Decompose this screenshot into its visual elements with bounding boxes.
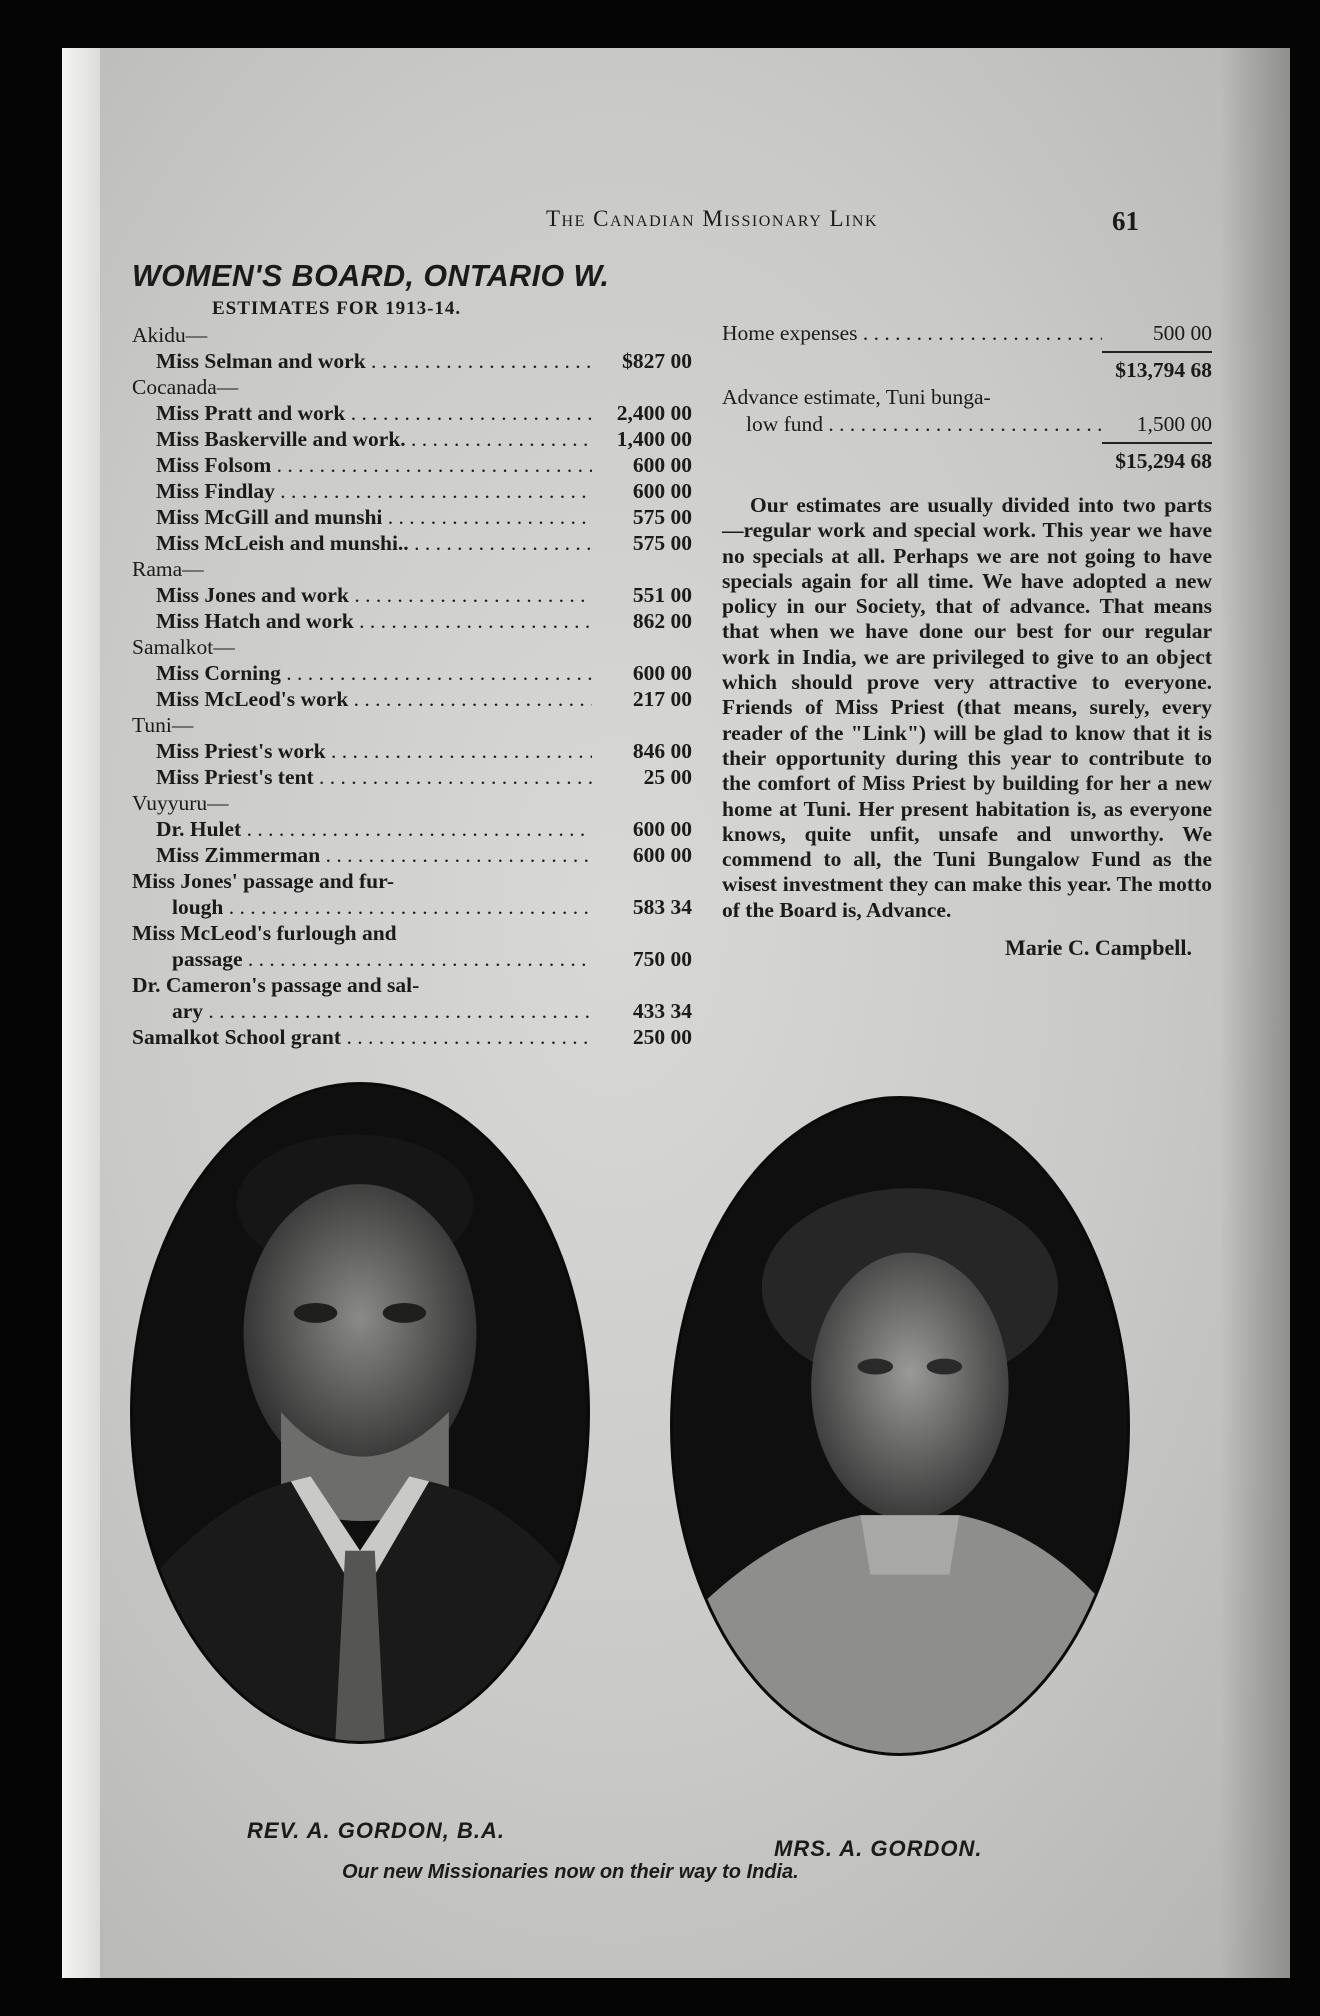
sum-rule: [1102, 351, 1212, 353]
estimate-row: [132, 608, 692, 634]
estimate-row: [132, 400, 692, 426]
estimate-label: Dr. Cameron's passage and sal-: [132, 973, 420, 997]
estimate-label: Miss Zimmerman . . .: [132, 842, 592, 868]
caption-rev-gordon: REV. A. GORDON, B.A.: [247, 1818, 505, 1843]
signature: Marie C. Campbell.: [1005, 935, 1192, 961]
estimate-row: [132, 426, 692, 452]
advance-row-1: [722, 384, 1212, 411]
magazine-page: [62, 48, 1290, 1978]
advance-label-1: Advance estimate, Tuni bunga-: [722, 385, 991, 409]
estimate-row: [132, 686, 692, 712]
estimate-label: Miss Pratt and work . . .: [132, 400, 592, 426]
estimate-label: Miss McGill and munshi . . .: [132, 504, 592, 530]
total-row: [722, 448, 1212, 475]
totals-column: [722, 320, 1212, 961]
estimate-row: [132, 348, 692, 374]
estimate-label: Miss Corning . . .: [132, 660, 592, 686]
estimate-row: [132, 738, 692, 764]
home-expenses-amount: 500 00: [1152, 321, 1212, 345]
estimate-row: [132, 582, 692, 608]
estimate-row: [132, 478, 692, 504]
estimate-amount: 1,400 00: [616, 427, 692, 451]
estimate-row: [132, 972, 692, 998]
estimate-label: Tuni—: [132, 713, 194, 737]
estimate-label: Miss Priest's tent . . .: [132, 764, 592, 790]
estimate-amount: 217 00: [632, 687, 692, 711]
subtotal-row: [722, 357, 1212, 384]
page-edge-left: [62, 48, 100, 1978]
estimate-label: Vuyyuru—: [132, 791, 229, 815]
estimate-label: Samalkot—: [132, 635, 235, 659]
estimate-amount: 575 00: [632, 505, 692, 529]
station-heading: [132, 790, 692, 816]
estimate-label: Miss McLeod's furlough and: [132, 921, 397, 945]
estimate-row: [132, 842, 692, 868]
estimate-amount: 600 00: [632, 817, 692, 841]
estimate-label: Miss McLeod's work . . .: [132, 686, 592, 712]
estimate-label: Rama—: [132, 557, 204, 581]
estimate-row: [132, 764, 692, 790]
estimate-label: Miss Jones' passage and fur-: [132, 869, 395, 893]
advance-label-2: low fund . . .: [722, 411, 1102, 438]
estimate-row: [132, 920, 692, 946]
estimate-amount: 600 00: [632, 479, 692, 503]
estimate-row: [132, 452, 692, 478]
caption-mrs-gordon: MRS. A. GORDON.: [774, 1836, 983, 1861]
estimate-label: Cocanada—: [132, 375, 239, 399]
estimate-amount: 600 00: [632, 843, 692, 867]
estimate-amount: 600 00: [632, 661, 692, 685]
estimate-amount: 433 34: [632, 999, 692, 1023]
station-heading: [132, 556, 692, 582]
estimate-amount: 551 00: [632, 583, 692, 607]
estimate-amount: 2,400 00: [616, 401, 692, 425]
estimate-row: [132, 530, 692, 556]
estimate-label: Miss Selman and work . . .: [132, 348, 592, 374]
running-head: The Canadian Missionary Link: [545, 206, 879, 231]
estimate-row: [132, 816, 692, 842]
estimate-amount: 250 00: [632, 1025, 692, 1049]
photo-footer-caption: Our new Missionaries now on their way to India.: [342, 1861, 799, 1883]
estimate-label: Samalkot School grant . . .: [132, 1024, 592, 1050]
estimate-label: Akidu—: [132, 323, 208, 347]
estimate-amount: 583 34: [632, 895, 692, 919]
estimate-label: Miss McLeish and munshi.. . . .: [132, 530, 592, 556]
estimate-label: Miss Priest's work . . .: [132, 738, 592, 764]
estimate-row: [132, 868, 692, 894]
station-heading: [132, 634, 692, 660]
man-photo: [133, 1085, 587, 1741]
estimates-list: [132, 322, 692, 1050]
estimate-row: [132, 998, 692, 1024]
home-expenses-row: [722, 320, 1212, 347]
estimate-label: lough . . .: [132, 894, 592, 920]
station-heading: [132, 712, 692, 738]
total-amount: $15,294 68: [1115, 449, 1212, 473]
estimate-amount: 846 00: [632, 739, 692, 763]
portrait-mrs-gordon: [670, 1096, 1130, 1756]
estimate-label: Miss Jones and work . . .: [132, 582, 592, 608]
estimates-paragraph: Our estimates are usually divided into two parts—regular work and special work. This year we have no specials at all. Perhaps we are not going to have specials again for all time. We have adopted a new policy in our Society, that of advance. That means that when we have done our best for our regular work in India, we are privileged to give to an object which should prove very attractive to everyone. Friends of Miss Priest (that means, surely, every reader of the "Link") will be glad to know that it is their opportunity during this year to contribute to the comfort of Miss Priest by building for her a new home at Tuni. Her present habitation is, as everyone knows, quite unfit, unsafe and unworthy. We commend to all, the Tuni Bungalow Fund as the wisest investment they can make this year. The motto of the Board is, Advance.: [722, 493, 1212, 922]
subtotal-amount: $13,794 68: [1115, 358, 1212, 382]
estimate-amount: 575 00: [632, 531, 692, 555]
estimate-amount: 600 00: [632, 453, 692, 477]
estimate-amount: 750 00: [632, 947, 692, 971]
estimate-label: Miss Baskerville and work. . . .: [132, 426, 592, 452]
estimate-row: [132, 894, 692, 920]
estimate-label: Miss Folsom . . .: [132, 452, 592, 478]
sum-rule: [1102, 442, 1212, 444]
estimate-label: passage . . .: [132, 946, 592, 972]
estimate-amount: $827 00: [622, 349, 692, 373]
estimate-amount: 25 00: [643, 765, 692, 789]
portrait-rev-gordon: [130, 1082, 590, 1744]
estimate-row: [132, 504, 692, 530]
station-heading: [132, 374, 692, 400]
station-heading: [132, 322, 692, 348]
board-title: WOMEN'S BOARD, ONTARIO W.: [132, 258, 610, 293]
page-edge-right: [1220, 48, 1290, 1978]
home-expenses-label: Home expenses . . .: [722, 320, 1102, 347]
estimate-label: Miss Findlay . . .: [132, 478, 592, 504]
woman-photo: [673, 1099, 1127, 1753]
estimate-row: [132, 660, 692, 686]
advance-amount: 1,500 00: [1136, 412, 1212, 436]
estimate-row: [132, 946, 692, 972]
estimates-heading: ESTIMATES FOR 1913-14.: [212, 298, 462, 319]
estimate-label: Miss Hatch and work . . .: [132, 608, 592, 634]
advance-row-2: [722, 411, 1212, 438]
estimate-label: Dr. Hulet . . .: [132, 816, 592, 842]
estimate-label: ary . . .: [132, 998, 592, 1024]
estimate-row: [132, 1024, 692, 1050]
estimates-column: [132, 258, 692, 1050]
estimate-amount: 862 00: [632, 609, 692, 633]
page-number: 61: [1112, 206, 1139, 236]
